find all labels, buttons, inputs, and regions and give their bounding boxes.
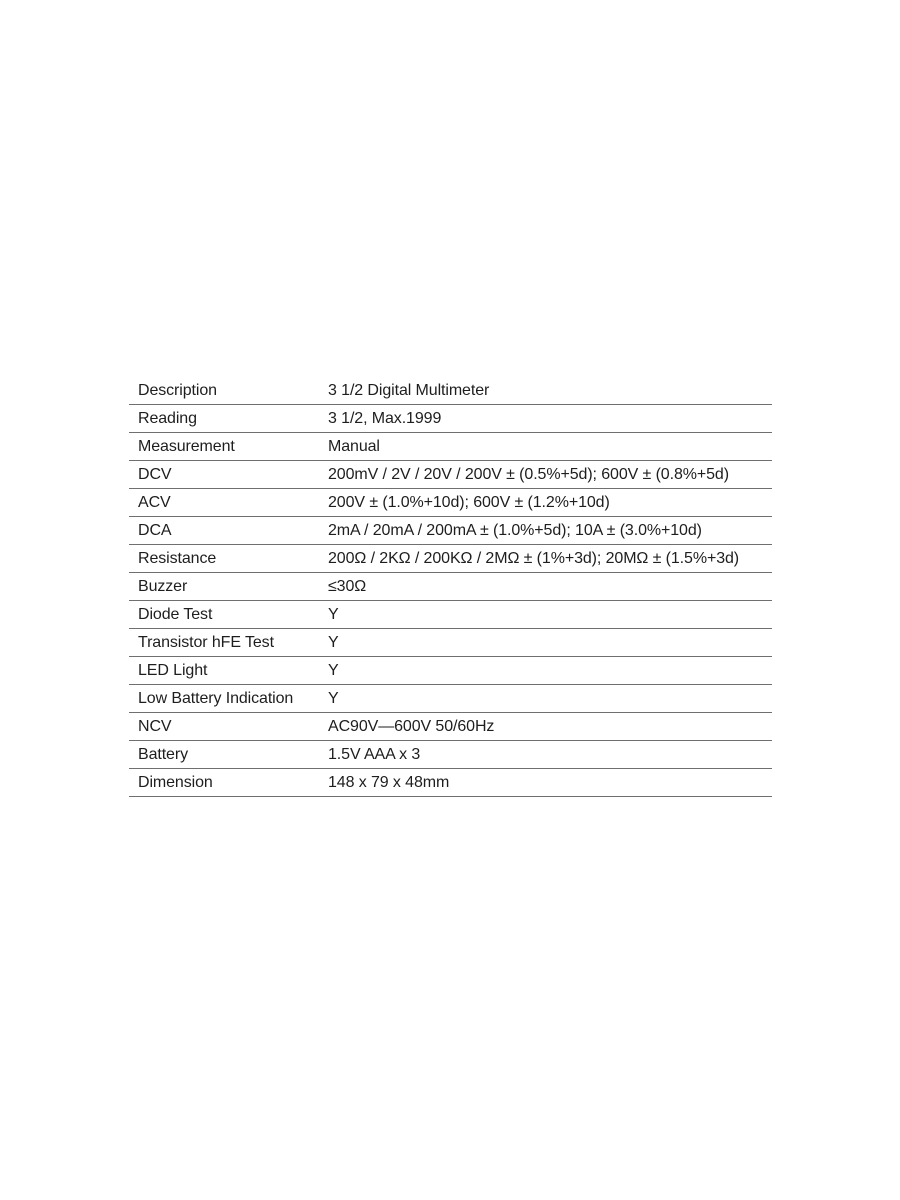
spec-value: 3 1/2 Digital Multimeter — [328, 377, 772, 405]
spec-value: 148 x 79 x 48mm — [328, 769, 772, 797]
spec-label: Resistance — [129, 545, 328, 573]
spec-value: ≤30Ω — [328, 573, 772, 601]
spec-label: DCV — [129, 461, 328, 489]
spec-row-dca — [129, 517, 772, 545]
spec-row-diode-test — [129, 601, 772, 629]
spec-row-resistance — [129, 545, 772, 573]
spec-row-ncv — [129, 713, 772, 741]
spec-label: Battery — [129, 741, 328, 769]
spec-value: Y — [328, 685, 772, 713]
spec-value: 3 1/2, Max.1999 — [328, 405, 772, 433]
spec-row-dimension — [129, 769, 772, 797]
specification-table — [129, 377, 772, 797]
spec-label: DCA — [129, 517, 328, 545]
spec-label: Buzzer — [129, 573, 328, 601]
spec-value: 200V ± (1.0%+10d); 600V ± (1.2%+10d) — [328, 489, 772, 517]
spec-value: 200mV / 2V / 20V / 200V ± (0.5%+5d); 600V ± (0.8%+5d) — [328, 461, 772, 489]
spec-row-reading — [129, 405, 772, 433]
spec-value: AC90V—600V 50/60Hz — [328, 713, 772, 741]
spec-row-acv — [129, 489, 772, 517]
spec-row-transistor-hfe-test — [129, 629, 772, 657]
spec-label: Diode Test — [129, 601, 328, 629]
spec-label: Measurement — [129, 433, 328, 461]
spec-value: 1.5V AAA x 3 — [328, 741, 772, 769]
spec-row-description — [129, 377, 772, 405]
spec-value: 2mA / 20mA / 200mA ± (1.0%+5d); 10A ± (3.0%+10d) — [328, 517, 772, 545]
spec-value: Y — [328, 657, 772, 685]
spec-label: Dimension — [129, 769, 328, 797]
spec-label: ACV — [129, 489, 328, 517]
spec-row-dcv — [129, 461, 772, 489]
spec-label: Low Battery Indication — [129, 685, 328, 713]
spec-value: Y — [328, 601, 772, 629]
spec-row-measurement — [129, 433, 772, 461]
spec-row-buzzer — [129, 573, 772, 601]
spec-label: Description — [129, 377, 328, 405]
spec-value: Manual — [328, 433, 772, 461]
spec-label: NCV — [129, 713, 328, 741]
spec-row-low-battery-indication — [129, 685, 772, 713]
spec-row-battery — [129, 741, 772, 769]
spec-row-led-light — [129, 657, 772, 685]
spec-value: Y — [328, 629, 772, 657]
spec-label: LED Light — [129, 657, 328, 685]
spec-value: 200Ω / 2KΩ / 200KΩ / 2MΩ ± (1%+3d); 20MΩ ± (1.5%+3d) — [328, 545, 772, 573]
spec-label: Transistor hFE Test — [129, 629, 328, 657]
spec-label: Reading — [129, 405, 328, 433]
